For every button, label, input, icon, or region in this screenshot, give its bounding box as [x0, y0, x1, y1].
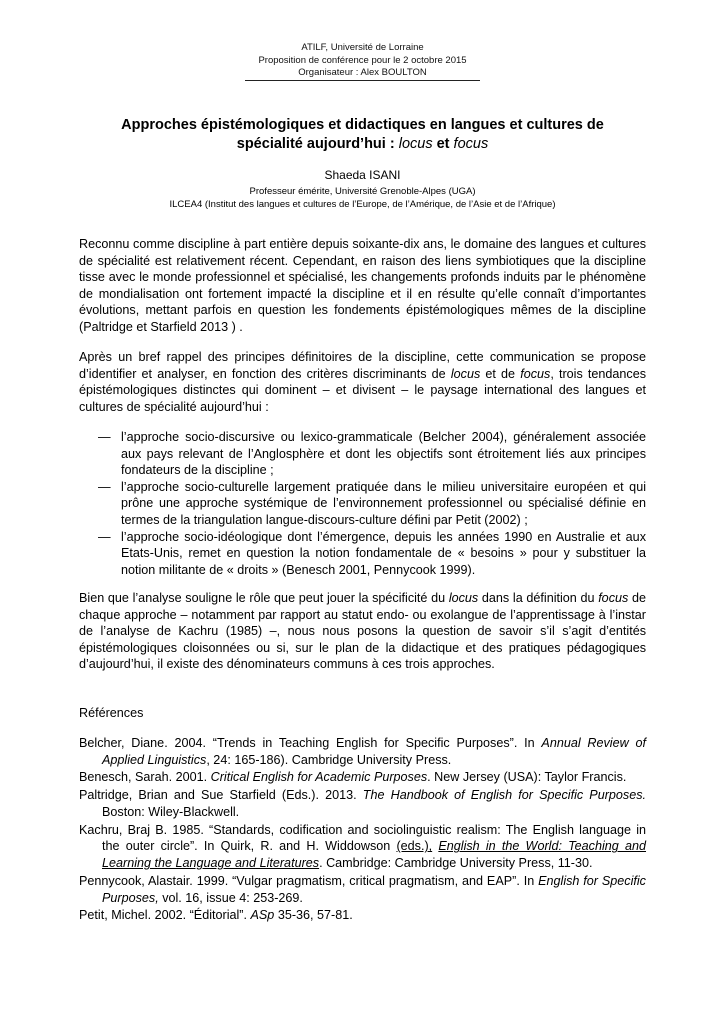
author-name: Shaeda ISANI [324, 168, 401, 182]
paragraph-introduction: Reconnu comme discipline à part entière depuis soixante-dix ans, le domaine des langues et cultures de spécialité est relativement récent. Cependant, en raison des liens symbiotiques que la discipline tisse avec le monde professionnel et spécialisé, les changements profonds induits par le phénomène de mondialisation ont fortement impacté la discipline et il en résulte qu’elle connaît d’importantes évolutions, mettant parfois en question les fondements épistémologiques mêmes de la discipline (Paltridge et Starfield 2013 ) . [79, 237, 646, 334]
p2-et: et de [485, 366, 516, 381]
title-et: et [436, 136, 450, 152]
ref-details: . Cambridge: Cambridge University Press, 11-30. [319, 856, 593, 871]
header-institution: ATILF, Université de Lorraine [301, 42, 424, 53]
header-organizer: Organisateur : Alex BOULTON [298, 67, 427, 78]
ref-text: Benesch, Sarah. 2001. [79, 770, 208, 785]
dash-marker: — [98, 479, 111, 494]
reference-entry [79, 907, 646, 924]
p2-part2: , trois tendances épistémologiques distinctes qui dominent – et divisent – le paysage international des langues et cultures de spécialité aujourd’hui : [79, 366, 647, 414]
reference-entry [79, 787, 646, 820]
paragraph-conclusion [79, 590, 646, 673]
header-proposal: Proposition de conférence pour le 2 octobre 2015 [258, 54, 467, 66]
p2-part1: Après un bref rappel des principes définitoires de la discipline, cette communication se propose d’identifier et analyser, en fonction des critères discriminants de [79, 350, 646, 381]
title-locus: locus [398, 136, 433, 152]
ref-text: Belcher, Diane. 2004. “Trends in Teaching English for Specific Purposes”. In [79, 736, 535, 750]
ref-text: Petit, Michel. 2002. “Éditorial”. [79, 908, 247, 923]
p4-part2: dans la définition du [481, 591, 595, 605]
list-item [98, 429, 646, 479]
p4-part1: Bien que l’analyse souligne le rôle que peut jouer la spécificité du [79, 591, 446, 605]
ref-details: . New Jersey (USA): Taylor Francis. [427, 770, 627, 785]
dash-marker: — [98, 430, 111, 444]
ref-title: Critical English for Academic Purposes [210, 770, 428, 785]
title-main: Approches épistémologiques et didactiques en langues et cultures de spécialité aujourd’hui : [121, 117, 604, 152]
p2-focus: focus [520, 366, 551, 381]
paragraph-objectives [79, 349, 646, 415]
references-list [79, 735, 646, 925]
author-position: Professeur émérite, Université Grenoble-Alpes (UGA) [249, 186, 476, 197]
ref-title: ASp [250, 908, 275, 923]
reference-entry [79, 822, 646, 872]
ref-details: vol. 16, issue 4: 253-269. [162, 890, 303, 905]
p4-locus: locus [448, 591, 479, 605]
references-heading: Références [79, 706, 144, 720]
ref-title: English for Specific Purposes, [102, 873, 646, 905]
ref-text: Paltridge, Brian and Sue Starfield (Eds.). 2013. [79, 788, 357, 803]
ref-details: 35-36, 57-81. [277, 908, 353, 923]
conference-header [0, 42, 725, 80]
reference-entry [79, 735, 646, 768]
dash-marker: — [98, 529, 111, 544]
reference-entry [79, 769, 646, 786]
ref-text: Pennycook, Alastair. 1999. “Vulgar pragmatism, critical pragmatism, and EAP”. In [79, 873, 535, 888]
ref-details: Boston: Wiley-Blackwell. [102, 804, 240, 819]
list-item [98, 479, 646, 529]
list-item-text: l’approche socio-discursive ou lexico-grammaticale (Belcher 2004), généralement associée aux pays relevant de l’Anglosphère et dont les objectifs sont étroitement liés aux principes fondateurs de la discipline ; [121, 430, 646, 478]
author-affiliation [0, 186, 725, 211]
list-item-text: l’approche socio-idéologique dont l’émergence, depuis les années 1990 en Australie et aux Etats-Unis, remet en question la notion fondamentale de « besoins » pour y substituer la notion militante de « droits » (Benesch 2001, Pennycook 1999). [121, 529, 646, 577]
list-item [98, 529, 646, 579]
list-item-text: l’approche socio-culturelle largement pratiquée dans le milieu universitaire européen et qui prône une approche systémique de l’environnement professionnel ou spécialisé définie en termes de la triangulation langue-discours-culture défini par Petit (2002) ; [121, 479, 646, 527]
ref-title: English in the World: Teaching and Learning the Language and Literatures [102, 839, 647, 871]
p4-focus: focus [598, 591, 629, 605]
ref-title: The Handbook of English for Specific Purposes. [362, 788, 647, 803]
paper-title [90, 116, 635, 154]
p2-locus: locus [450, 366, 481, 381]
title-focus: focus [453, 136, 489, 152]
header-divider [245, 80, 480, 81]
ref-details: , 24: 165-186). Cambridge University Press. [206, 752, 452, 767]
ref-title: Annual Review of Applied Linguistics [102, 736, 646, 767]
p4-part3: de chaque approche – notamment par rapport au statut endo- ou exolangue de l’apprentissage à l’instar de l’analyse de Kachru (1985) –, nous nous posons la question de savoir s’il s’agit d’entités épistémologiques cloisonnées ou si, sur le plan de la didactique et des pratiques pédagogiques d’aujourd’hui, il existe des dénominateurs communs à ces trois approches. [79, 591, 646, 672]
approaches-list [98, 429, 646, 578]
ref-editors: (eds.), [396, 839, 433, 854]
ref-text: Kachru, Braj B. 1985. “Standards, codification and sociolinguistic realism: The English language in the outer circle”. In Quirk, R. and H. Widdowson [79, 822, 646, 854]
author-institution: ILCEA4 (Institut des langues et cultures de l’Europe, de l’Amérique, de l’Asie et de l’Afrique) [169, 198, 556, 210]
reference-entry [79, 873, 646, 906]
